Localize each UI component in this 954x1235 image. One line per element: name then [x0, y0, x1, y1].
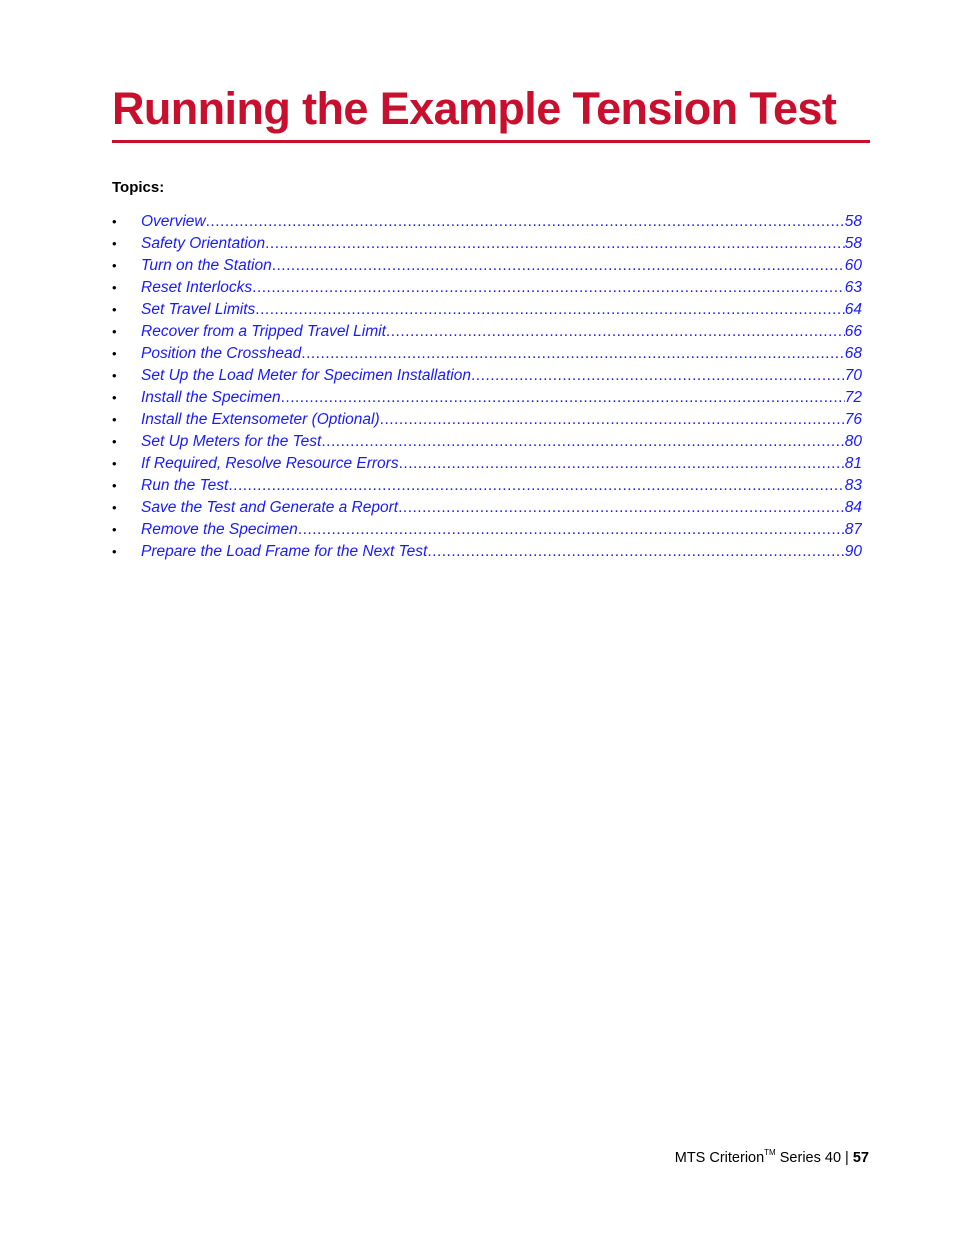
- bullet-icon: •: [112, 236, 117, 251]
- page-title: Running the Example Tension Test: [112, 83, 837, 134]
- footer-series: Series 40: [775, 1150, 842, 1166]
- toc-item: [112, 431, 862, 453]
- toc-item: [112, 343, 862, 365]
- toc-link[interactable]: Prepare the Load Frame for the Next Test ..... 90: [141, 541, 862, 563]
- toc-link[interactable]: Install the Extensometer (Optional) ..... 76: [141, 409, 862, 431]
- bullet-icon: •: [112, 478, 117, 493]
- bullet-icon: •: [112, 412, 117, 427]
- page-footer: [675, 1148, 869, 1166]
- toc-item: [112, 321, 862, 343]
- bullet-icon: •: [112, 522, 117, 537]
- toc-item: [112, 387, 862, 409]
- toc-item: [112, 255, 862, 277]
- toc-link[interactable]: Run the Test ..... 83: [141, 475, 862, 497]
- toc-link[interactable]: Position the Crosshead ..... 68: [141, 343, 862, 365]
- toc-link[interactable]: Save the Test and Generate a Report ..... 84: [141, 497, 862, 519]
- toc-item: [112, 541, 862, 563]
- bullet-icon: •: [112, 456, 117, 471]
- toc-link[interactable]: If Required, Resolve Resource Errors ..... 81: [141, 453, 862, 475]
- toc-list: [112, 211, 862, 563]
- toc-link[interactable]: Safety Orientation ..... 58: [141, 233, 862, 255]
- toc-item: [112, 497, 862, 519]
- toc-link[interactable]: Turn on the Station ..... 60: [141, 255, 862, 277]
- bullet-icon: •: [112, 544, 117, 559]
- bullet-icon: •: [112, 500, 117, 515]
- page-number: 57: [852, 1150, 869, 1166]
- footer-separator: |: [841, 1150, 853, 1166]
- toc-link[interactable]: Remove the Specimen ..... 87: [141, 519, 862, 541]
- toc-item: [112, 233, 862, 255]
- toc-item: [112, 211, 862, 233]
- toc-link[interactable]: Set Up Meters for the Test ..... 80: [141, 431, 862, 453]
- title-underline: [112, 140, 870, 143]
- bullet-icon: •: [112, 280, 117, 295]
- toc-link[interactable]: Reset Interlocks ..... 63: [141, 277, 862, 299]
- bullet-icon: •: [112, 390, 117, 405]
- bullet-icon: •: [112, 302, 117, 317]
- toc-link[interactable]: Set Up the Load Meter for Specimen Installation ..... 70: [141, 365, 862, 387]
- bullet-icon: •: [112, 324, 117, 339]
- toc-item: [112, 409, 862, 431]
- toc-link[interactable]: Install the Specimen ..... 72: [141, 387, 862, 409]
- toc-item: [112, 365, 862, 387]
- toc-item: [112, 519, 862, 541]
- footer-product: MTS Criterion: [674, 1150, 765, 1166]
- toc-item: [112, 299, 862, 321]
- toc-item: [112, 453, 862, 475]
- topics-label: Topics:: [112, 179, 165, 196]
- toc-link[interactable]: Set Travel Limits ..... 64: [141, 299, 862, 321]
- toc-link[interactable]: Recover from a Tripped Travel Limit ..... 66: [141, 321, 862, 343]
- bullet-icon: •: [112, 214, 117, 229]
- bullet-icon: •: [112, 346, 117, 361]
- bullet-icon: •: [112, 258, 117, 273]
- toc-item: [112, 277, 862, 299]
- toc-item: [112, 475, 862, 497]
- bullet-icon: •: [112, 434, 117, 449]
- bullet-icon: •: [112, 368, 117, 383]
- toc-link[interactable]: Overview ..... 58: [141, 211, 862, 233]
- footer-trademark: TM: [764, 1148, 776, 1157]
